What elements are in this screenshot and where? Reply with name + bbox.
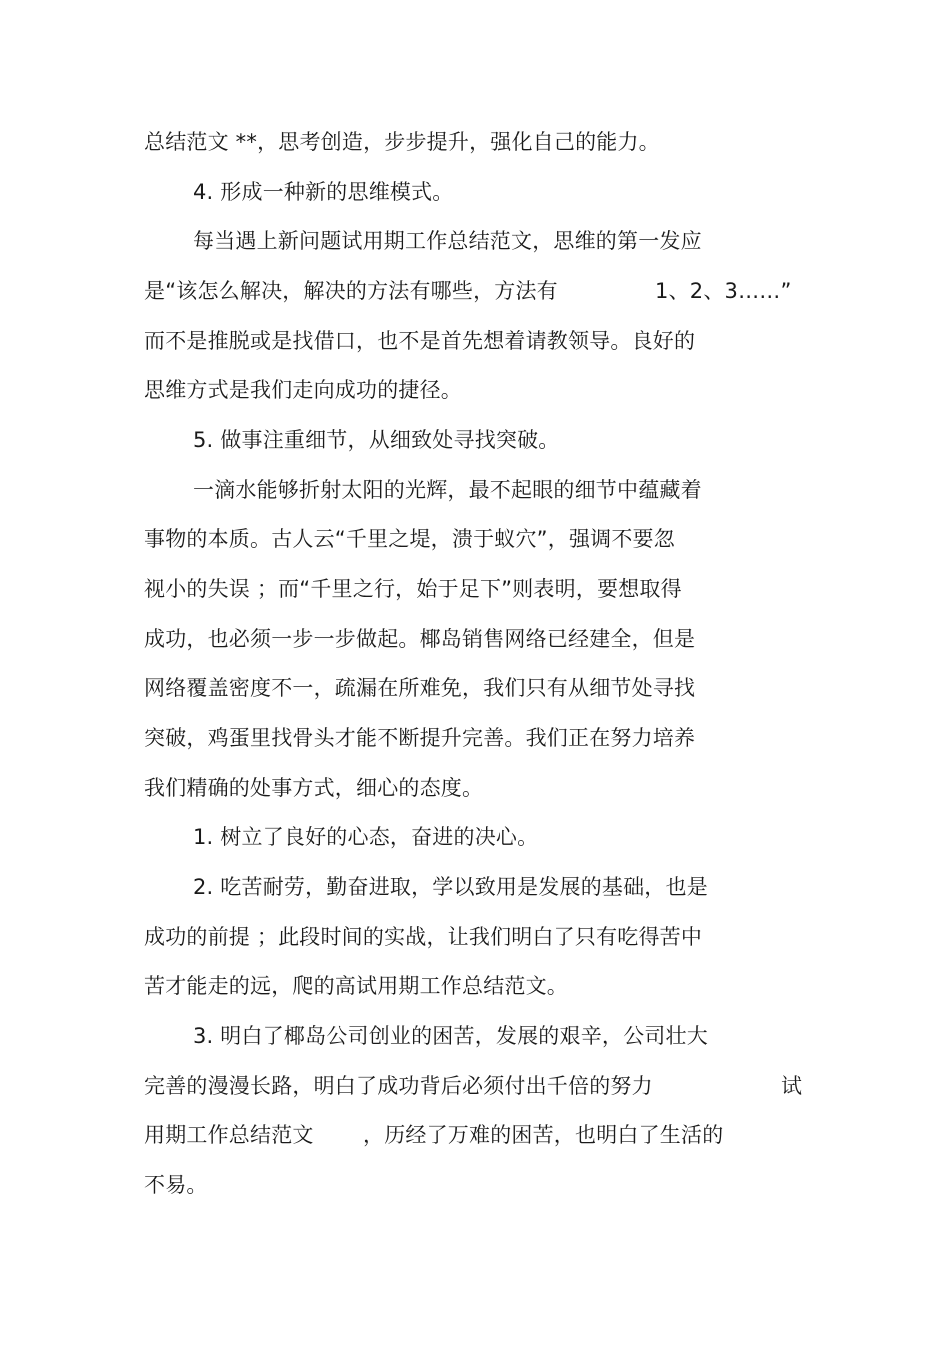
- list-heading: 4. 形成一种新的思维模式。: [193, 180, 454, 204]
- text-line: 突破，鸡蛋里找骨头才能不断提升完善。我们正在努力培养: [144, 726, 696, 750]
- text-line: 成功，也必须一步一步做起。椰岛销售网络已经建全，但是: [144, 627, 696, 651]
- list-heading: 1. 树立了良好的心态，奋进的决心。: [193, 825, 539, 849]
- text-line: 1、2、3……”: [655, 279, 792, 303]
- text-line: ，历经了万难的困苦，也明白了生活的: [363, 1123, 724, 1147]
- text-line: 网络覆盖密度不一，疏漏在所难免，我们只有从细节处寻找: [144, 676, 696, 700]
- list-heading: 5. 做事注重细节，从细致处寻找突破。: [193, 428, 560, 452]
- text-line: 试: [781, 1074, 803, 1098]
- text-line: 思维方式是我们走向成功的捷径。: [144, 378, 462, 402]
- text-line: 总结范文 **，思考创造，步步提升，强化自己的能力。: [144, 130, 660, 154]
- text-line: 完善的漫漫长路，明白了成功背后必须付出千倍的努力: [144, 1074, 653, 1098]
- text-line: 视小的失误 ；而“千里之行，始于足下”则表明，要想取得: [144, 577, 682, 601]
- text-line: 成功的前提 ；此段时间的实战，让我们明白了只有吃得苦中: [144, 925, 703, 949]
- list-item: 3. 明白了椰岛公司创业的困苦，发展的艰辛，公司壮大: [193, 1024, 708, 1048]
- text-line: 用期工作总结范文: [144, 1123, 314, 1147]
- text-line: 不易。: [144, 1173, 208, 1197]
- text-line: 是“该怎么解决，解决的方法有哪些，方法有: [144, 279, 558, 303]
- text-line: 而不是推脱或是找借口，也不是首先想着请教领导。良好的: [144, 329, 696, 353]
- list-item: 2. 吃苦耐劳，勤奋进取，学以致用是发展的基础，也是: [193, 875, 708, 899]
- text-line: 苦才能走的远，爬的高试用期工作总结范文。: [144, 974, 568, 998]
- text-line: 每当遇上新问题试用期工作总结范文，思维的第一发应: [193, 229, 702, 253]
- text-line: 事物的本质。古人云“千里之堤，溃于蚁穴”，强调不要忽: [144, 527, 675, 551]
- text-line: 我们精确的处事方式，细心的态度。: [144, 776, 484, 800]
- text-line: 一滴水能够折射太阳的光辉，最不起眼的细节中蕴藏着: [193, 478, 702, 502]
